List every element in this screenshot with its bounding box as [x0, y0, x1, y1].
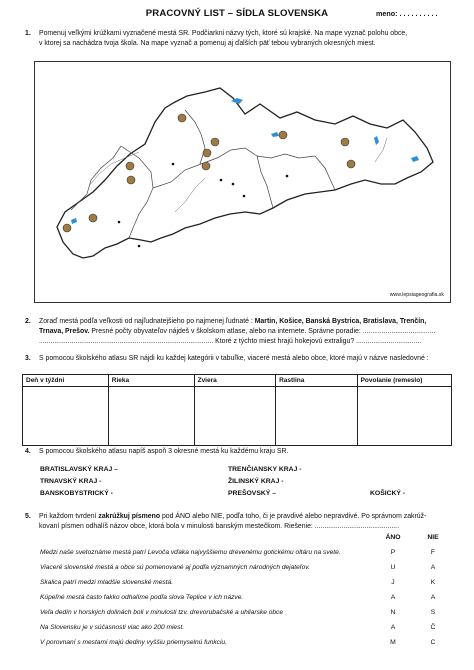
answer-cell[interactable]: [23, 387, 109, 446]
answer-cell[interactable]: [276, 387, 358, 446]
q2-line3[interactable]: ........................................................................................... Ktoré z týchto miest hrajú hokejovú extraligu? ..................................: [39, 338, 422, 345]
col-header: Povolanie (remeslo): [357, 375, 451, 387]
map-credit: www.lepsiageografia.sk: [389, 292, 444, 298]
answer-no-2[interactable]: A: [430, 564, 436, 571]
city-marker[interactable]: [203, 149, 211, 157]
answer-cell[interactable]: [108, 387, 194, 446]
city-marker[interactable]: [202, 162, 210, 170]
statement-7: V porovnaní s mestami majú dediny vyššiu priemyselnú funkciu.: [40, 639, 227, 646]
city-marker[interactable]: [127, 176, 135, 184]
answer-no-1[interactable]: F: [430, 549, 436, 556]
q2-number: 2.: [25, 318, 31, 325]
col-header: Rieka: [108, 375, 194, 387]
statement-3: Skalica patrí medzi mladšie slovenské mestá.: [40, 579, 174, 586]
q2-instruction: Zoraď mestá podľa veľkosti od najľudnatejšieho po najmenej ľudnaté :: [39, 318, 253, 325]
town-dot: [138, 245, 141, 248]
q5-text-start: Pri každom tvrdení: [39, 513, 97, 520]
q2-cities-a: Martin, Košice, Banská Bystrica, Bratislava, Trenčín,: [254, 318, 427, 325]
col-header: Zviera: [194, 375, 276, 387]
q2-line2: [39, 327, 464, 337]
city-marker[interactable]: [63, 224, 71, 232]
q4-text: S pomocou školského atlasu napíš aspoň 3 okresné mestá ku každému kraju SR.: [39, 448, 289, 455]
region-banskobystricky[interactable]: BANSKOBYSTRICKÝ -: [40, 490, 113, 497]
city-marker[interactable]: [178, 114, 186, 122]
q1-line1: Pomenuj veľkými krúžkami vyznačené mestá SR. Podčiarkni názvy tých, ktoré sú krajské. Na mape vyznač polohu obce,: [39, 30, 408, 37]
statement-5: Veľa dedín v horských dolinách boli v minulosti tzv. drevorubačské a uhliarske obce: [40, 609, 284, 616]
answer-yes-5[interactable]: N: [390, 609, 396, 616]
q3-number: 3.: [25, 355, 31, 362]
category-table: [22, 374, 452, 446]
q1-number: 1.: [25, 30, 31, 37]
town-dot: [118, 221, 121, 224]
town-dot: [220, 179, 223, 182]
answer-no-7[interactable]: C: [430, 639, 436, 646]
region-bratislavsky[interactable]: BRATISLAVSKÝ KRAJ –: [40, 466, 118, 473]
answer-no-4[interactable]: A: [430, 594, 436, 601]
answer-yes-6[interactable]: A: [390, 624, 396, 631]
town-dot: [172, 163, 175, 166]
answer-yes-1[interactable]: P: [390, 549, 396, 556]
city-marker[interactable]: [126, 162, 134, 170]
region-zilinsky[interactable]: ŽILINSKÝ KRAJ -: [228, 478, 284, 485]
answer-cell[interactable]: [194, 387, 276, 446]
col-header: Rastlina: [276, 375, 358, 387]
answer-yes-4[interactable]: A: [390, 594, 396, 601]
name-field-label[interactable]: meno: . . . . . . . . . .: [376, 9, 438, 18]
region-kosicky[interactable]: KOŠICKÝ -: [370, 490, 406, 497]
answer-no-5[interactable]: S: [430, 609, 436, 616]
q2-line1: [39, 317, 464, 327]
city-marker[interactable]: [347, 160, 355, 168]
map-drawing: [35, 62, 452, 304]
q1-line2: v ktorej sa nachádza tvoja škola. Na mape vyznač a pomenuj aj ďalších päť tebou vybraných okresných miest.: [39, 40, 376, 47]
q5-line2[interactable]: kovaní písmen odhalíš názov obce, ktorá bola v minulosti banským mestečkom. Riešenie: ............................................: [39, 523, 399, 530]
region-trenciansky[interactable]: TRENČIANSKY KRAJ -: [228, 466, 302, 473]
q3-text: S pomocou školského atlasu SR nájdi ku každej kategórii v tabuľke, viaceré mestá alebo obce, ktoré majú v názve nasledovné :: [39, 355, 429, 362]
answer-yes-7[interactable]: M: [390, 639, 396, 646]
q5-text-rest: pod ÁNO alebo NIE, podľa toho, či je pravdivé alebo nepravdivé. Po správnom zakrúž-: [161, 513, 427, 520]
slovakia-map[interactable]: [34, 61, 451, 303]
q5-text-bold: zakrúžkuj písmeno: [98, 513, 161, 520]
page-title: PRACOVNÝ LIST – SÍDLA SLOVENSKA: [145, 8, 329, 19]
city-marker[interactable]: [211, 138, 219, 146]
q2-cities-b: Trnava, Prešov.: [39, 328, 90, 335]
city-marker[interactable]: [89, 214, 97, 222]
town-dot: [286, 175, 289, 178]
answer-cell[interactable]: [357, 387, 451, 446]
q2-answer-prompt[interactable]: Presné počty obyvateľov nájdeš v školskom atlase, alebo na internete. Správne poradie: ......................................: [91, 328, 436, 335]
statement-1: Medzi naše svetoznáme mestá patrí Levoča vďaka najvyššiemu drevenému gotickému oltáru na svete.: [40, 549, 341, 556]
city-marker[interactable]: [279, 131, 287, 139]
col-header: Deň v týždni: [23, 375, 109, 387]
town-dot: [243, 195, 246, 198]
statement-4: Kúpeľné mestá často fakko odhalíme podľa slova Teplice v ich názve.: [40, 594, 244, 601]
q5-line1: [39, 512, 464, 522]
answer-no-3[interactable]: K: [430, 579, 436, 586]
statement-6: Na Slovensku je v súčasnosti viac ako 200 miest.: [40, 624, 185, 631]
town-dot: [232, 183, 235, 186]
yes-header: ÁNO: [385, 534, 401, 541]
no-header: NIE: [427, 534, 439, 541]
region-trnavsky[interactable]: TRNAVSKÝ KRAJ -: [40, 478, 102, 485]
region-presovsky[interactable]: PREŠOVSKÝ –: [228, 490, 276, 497]
answer-yes-2[interactable]: U: [390, 564, 396, 571]
answer-no-6[interactable]: Č: [430, 624, 436, 631]
statement-2: Viaceré slovenské mestá a obce sú pomenované aj podľa významných národných dejateľov.: [40, 564, 310, 571]
answer-yes-3[interactable]: J: [391, 579, 395, 586]
city-marker[interactable]: [341, 138, 349, 146]
q4-number: 4.: [25, 448, 31, 455]
q5-number: 5.: [25, 513, 31, 520]
